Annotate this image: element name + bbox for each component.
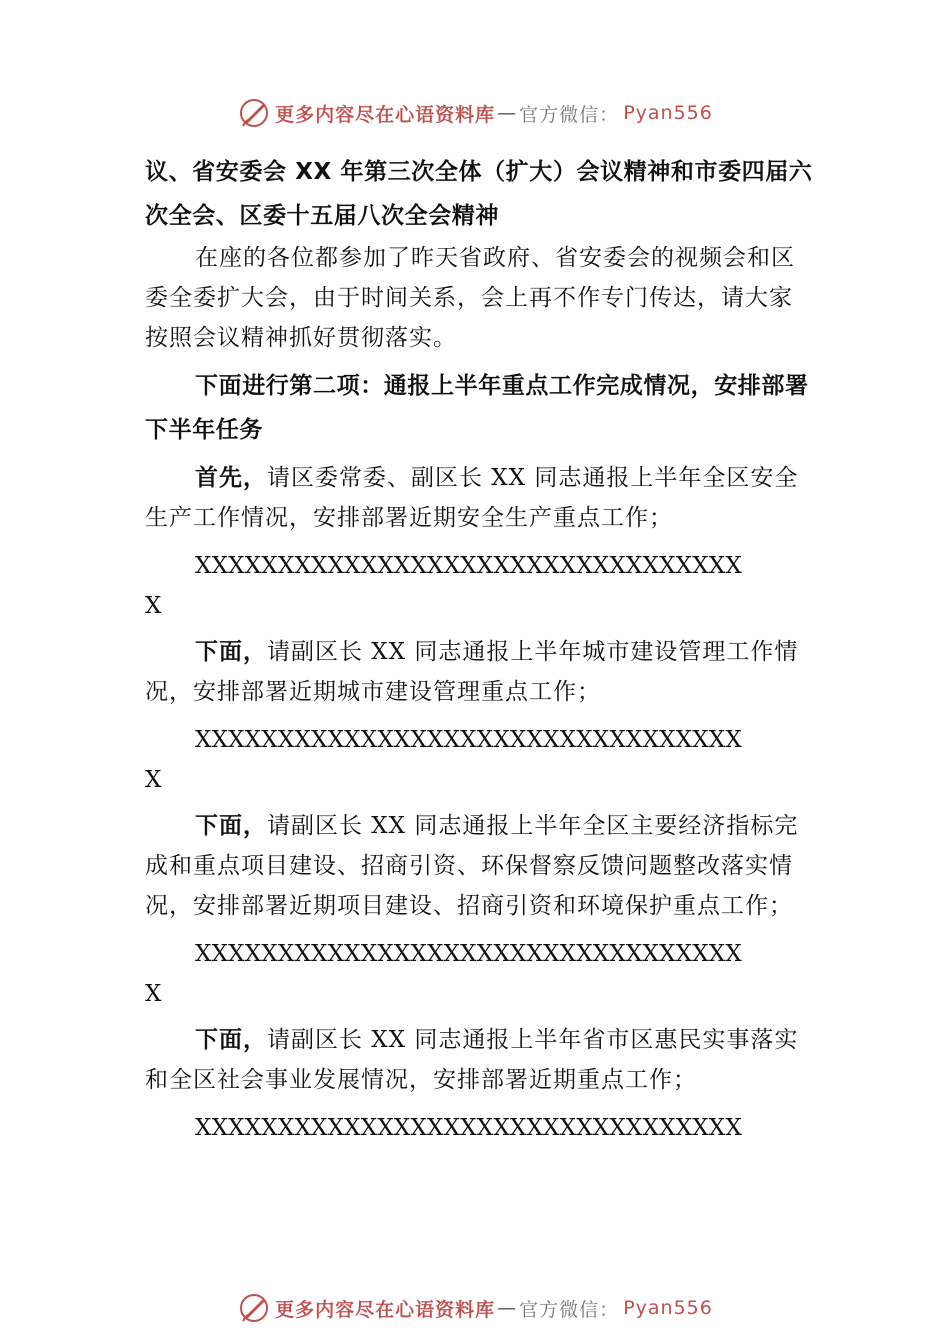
agenda-lead: 下面， [195,639,267,665]
watermark-separator: — [497,1297,518,1319]
agenda-lead: 首先， [195,465,267,491]
section-heading: 下面进行第二项：通报上半年重点工作完成情况，安排部署下半年任务 [145,373,809,443]
placeholder-line: XXXXXXXXXXXXXXXXXXXXXXXXXXXXXXXXX [195,941,742,967]
agenda-text: 请副区长 XX 同志通报上半年城市建设管理工作情况，安排部署近期城市建设管理重点工作； [145,639,799,705]
agenda-text: 请区委常委、副区长 XX 同志通报上半年全区安全生产工作情况，安排部署近期安全生产重点工作； [145,465,799,531]
placeholder-line: XXXXXXXXXXXXXXXXXXXXXXXXXXXXXXXXX [195,727,742,753]
watermark-site: 更多内容尽在心语资料库 [275,103,496,126]
agenda-item [145,632,815,712]
pen-logo-icon [237,1291,271,1325]
placeholder-tail: X [145,593,163,619]
agenda-item [145,1020,815,1100]
agenda-lead: 下面， [195,813,267,839]
placeholder-line: XXXXXXXXXXXXXXXXXXXXXXXXXXXXXXXXX [195,1115,742,1141]
section-heading: 议、省安委会 XX 年第三次全体（扩大）会议精神和市委四届六次全会、区委十五届八次全会精神 [145,159,813,229]
agenda-text: 请副区长 XX 同志通报上半年省市区惠民实事落实和全区社会事业发展情况，安排部署近期重点工作； [145,1027,799,1093]
watermark-site: 更多内容尽在心语资料库 [275,1298,496,1321]
document-body [145,150,815,1148]
agenda-text: 请副区长 XX 同志通报上半年全区主要经济指标完成和重点项目建设、招商引资、环保督察反馈问题整改落实情况，安排部署近期项目建设、招商引资和环境保护重点工作； [145,813,799,919]
watermark-wechat-id: Pyan556 [623,102,713,124]
placeholder-tail: X [145,981,163,1007]
agenda-item [145,458,815,538]
header-watermark [0,96,950,130]
agenda-item [145,806,815,926]
placeholder-tail: X [145,767,163,793]
footer-watermark [0,1291,950,1325]
paragraph: 在座的各位都参加了昨天省政府、省安委会的视频会和区委全委扩大会，由于时间关系，会上再不作专门传达，请大家按照会议精神抓好贯彻落实。 [145,245,795,351]
pen-logo-icon [237,96,271,130]
watermark-wechat-label: 官方微信： [519,1298,620,1321]
watermark-wechat-id: Pyan556 [623,1297,713,1319]
agenda-lead: 下面， [195,1027,267,1053]
placeholder-line: XXXXXXXXXXXXXXXXXXXXXXXXXXXXXXXXX [195,553,742,579]
watermark-separator: — [497,102,518,124]
watermark-wechat-label: 官方微信： [519,103,620,126]
